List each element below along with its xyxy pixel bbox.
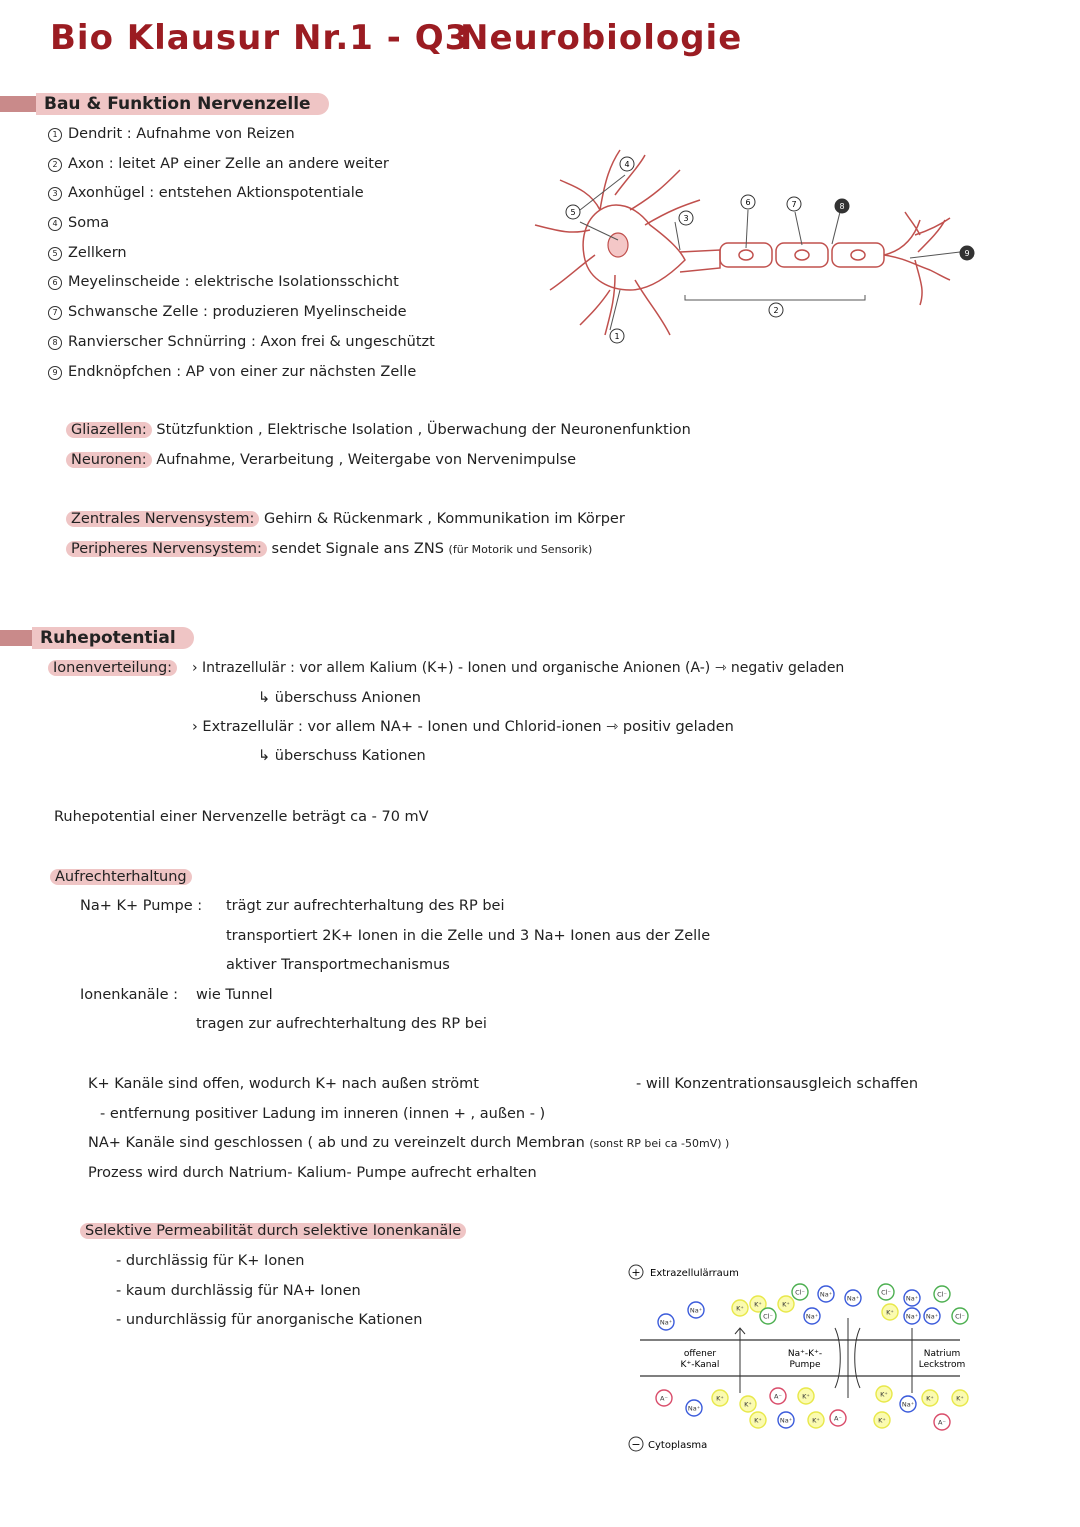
number-badge: 6 bbox=[48, 276, 62, 290]
ion-label: Na⁺ bbox=[905, 1312, 919, 1321]
list-item bbox=[48, 243, 435, 263]
topic-title: Neurobiologie bbox=[460, 18, 743, 58]
neuron-outline bbox=[535, 150, 950, 335]
aufrecht-heading bbox=[50, 867, 192, 887]
svg-text:3: 3 bbox=[683, 214, 689, 223]
glia-label: Gliazellen: bbox=[66, 422, 152, 438]
list-item bbox=[48, 362, 435, 382]
ion-label: K⁺ bbox=[802, 1392, 810, 1401]
ion-label: K⁺ bbox=[716, 1394, 724, 1403]
ion-label: Na⁺ bbox=[689, 1306, 703, 1315]
zns-line bbox=[66, 509, 625, 529]
rp-value: Ruhepotential einer Nervenzelle beträgt ca - 70 mV bbox=[54, 809, 429, 825]
pns-text: sendet Signale ans ZNS bbox=[266, 541, 444, 557]
leak-label: Natrium bbox=[923, 1349, 961, 1359]
list-item bbox=[48, 154, 435, 174]
permeab-item-1: - durchlässig für K+ Ionen bbox=[116, 1253, 305, 1269]
neuron-label: Neuronen: bbox=[66, 452, 152, 468]
glia-line bbox=[66, 420, 691, 440]
list-item bbox=[48, 183, 435, 203]
list-item-text: Schwansche Zelle : produzieren Myelinscheide bbox=[68, 304, 407, 321]
section-bar bbox=[0, 96, 40, 112]
pump-label: Na⁺-K⁺- bbox=[787, 1349, 823, 1359]
extra-sub: ↳ überschuss Kationen bbox=[258, 748, 426, 764]
pns-label: Peripheres Nervensystem: bbox=[66, 541, 267, 557]
neuron-line bbox=[66, 450, 576, 470]
list-item-text: Axonhügel : entstehen Aktionspotentiale bbox=[68, 185, 364, 202]
pumpe-line-2: transportiert 2K+ Ionen in die Zelle und 3 Na+ Ionen aus der Zelle bbox=[226, 928, 711, 944]
permeab-heading bbox=[80, 1221, 466, 1241]
extra-label: Extrazellulärraum bbox=[650, 1268, 739, 1279]
list-item-text: Dendrit : Aufnahme von Reizen bbox=[68, 126, 295, 142]
list-item bbox=[48, 302, 435, 322]
svg-text:+: + bbox=[631, 1266, 641, 1279]
number-badge: 9 bbox=[48, 366, 62, 380]
ion-label: A⁻ bbox=[660, 1394, 668, 1403]
kanaele-line-4: Prozess wird durch Natrium- Kalium- Pumpe aufrecht erhalten bbox=[88, 1165, 537, 1181]
list-item-text: Ranvierscher Schnürring : Axon frei & ungeschützt bbox=[68, 333, 435, 350]
ion-label: K⁺ bbox=[956, 1394, 964, 1403]
permeab-label: Selektive Permeabilität durch selektive Ionenkanäle bbox=[80, 1223, 466, 1239]
ion-label: K⁺ bbox=[812, 1416, 820, 1425]
k-channel-label: offener bbox=[683, 1349, 717, 1359]
ionenverteilung-label bbox=[48, 658, 177, 678]
pumpe-line-1: trägt zur aufrechterhaltung des RP bei bbox=[226, 898, 505, 914]
page-title: Bio Klausur Nr.1 - Q3 bbox=[50, 18, 470, 58]
kanaele-line-3-text: NA+ Kanäle sind geschlossen ( ab und zu vereinzelt durch Membran bbox=[88, 1135, 585, 1151]
ion-label: Na⁺ bbox=[659, 1318, 673, 1327]
svg-text:1: 1 bbox=[614, 332, 620, 341]
verteilung-label: Ionenverteilung: bbox=[48, 660, 177, 676]
ion-label: Na⁺ bbox=[905, 1294, 919, 1303]
number-badge: 3 bbox=[48, 187, 62, 201]
ion-label: Cl⁻ bbox=[955, 1312, 965, 1321]
svg-text:9: 9 bbox=[964, 249, 970, 258]
svg-text:Pumpe: Pumpe bbox=[789, 1360, 821, 1370]
list-item-text: Endknöpfchen : AP von einer zur nächsten Zelle bbox=[68, 363, 417, 380]
ion-label: K⁺ bbox=[880, 1390, 888, 1399]
kanaele-line-2: - entfernung positiver Ladung im inneren (innen + , außen - ) bbox=[100, 1106, 546, 1122]
kanaele-line-1: K+ Kanäle sind offen, wodurch K+ nach außen strömt bbox=[88, 1076, 479, 1092]
ion-label: Na⁺ bbox=[779, 1416, 793, 1425]
number-badge: 5 bbox=[48, 247, 62, 261]
kanal-line-2: tragen zur aufrechterhaltung des RP bei bbox=[196, 1016, 487, 1032]
ion-label: Na⁺ bbox=[925, 1312, 939, 1321]
permeab-item-2: - kaum durchlässig für NA+ Ionen bbox=[116, 1283, 361, 1299]
list-item bbox=[48, 124, 435, 144]
permeab-item-3: - undurchlässig für anorganische Kationen bbox=[116, 1312, 423, 1328]
svg-text:K⁺-Kanal: K⁺-Kanal bbox=[680, 1360, 720, 1370]
svg-text:6: 6 bbox=[745, 198, 751, 207]
number-badge: 2 bbox=[48, 158, 62, 172]
list-item bbox=[48, 213, 435, 233]
neuron-text: Aufnahme, Verarbeitung , Weitergabe von Nervenimpulse bbox=[151, 452, 577, 468]
ion-label: K⁺ bbox=[886, 1308, 894, 1317]
svg-text:8: 8 bbox=[839, 202, 845, 211]
number-badge: 7 bbox=[48, 306, 62, 320]
ion-label: Cl⁻ bbox=[937, 1290, 947, 1299]
ion-label: Na⁺ bbox=[901, 1400, 915, 1409]
intra-line: › Intrazellulär : vor allem Kalium (K+) - Ionen und organische Anionen (A-) ⇾ negativ geladen bbox=[192, 660, 845, 676]
svg-text:2: 2 bbox=[773, 306, 779, 315]
ion-label: Na⁺ bbox=[846, 1294, 860, 1303]
ion-label: Na⁺ bbox=[687, 1404, 701, 1413]
ion-label: A⁻ bbox=[774, 1392, 782, 1401]
svg-text:5: 5 bbox=[570, 208, 576, 217]
kanal-line-1: wie Tunnel bbox=[196, 987, 273, 1003]
ion-label: K⁺ bbox=[926, 1394, 934, 1403]
kanaele-line-1b: - will Konzentrationsausgleich schaffen bbox=[636, 1076, 919, 1092]
bau-list bbox=[48, 124, 435, 382]
svg-text:−: − bbox=[631, 1438, 641, 1451]
neuron-diagram bbox=[520, 140, 990, 360]
ion-label: K⁺ bbox=[782, 1300, 790, 1309]
ion-label: Cl⁻ bbox=[795, 1288, 805, 1297]
section-heading-ruhe: Ruhepotential bbox=[32, 627, 194, 649]
list-item-text: Zellkern bbox=[68, 244, 127, 261]
ion-label: Na⁺ bbox=[805, 1312, 819, 1321]
section-heading-bau: Bau & Funktion Nervenzelle bbox=[36, 93, 329, 115]
extra-line: › Extrazellulär : vor allem NA+ - Ionen und Chlorid-ionen ⇾ positiv geladen bbox=[192, 719, 734, 735]
pns-line bbox=[66, 539, 592, 560]
glia-text: Stützfunktion , Elektrische Isolation , Überwachung der Neuronenfunktion bbox=[151, 422, 691, 438]
ion-label: A⁻ bbox=[938, 1418, 946, 1427]
list-item-text: Axon : leitet AP einer Zelle an andere weiter bbox=[68, 155, 389, 172]
svg-text:Leckstrom: Leckstrom bbox=[918, 1360, 966, 1370]
svg-text:4: 4 bbox=[624, 160, 630, 169]
membrane-diagram bbox=[620, 1258, 980, 1458]
ion-label: A⁻ bbox=[834, 1414, 842, 1423]
kanaele-line-3 bbox=[88, 1133, 729, 1154]
list-item-text: Meyelinscheide : elektrische Isolationsschicht bbox=[68, 274, 399, 291]
ion-label: K⁺ bbox=[736, 1304, 744, 1313]
list-item-text: Soma bbox=[68, 215, 110, 232]
zns-label: Zentrales Nervensystem: bbox=[66, 511, 259, 527]
ion-label: Na⁺ bbox=[819, 1290, 833, 1299]
pumpe-label: Na+ K+ Pumpe : bbox=[80, 898, 203, 914]
number-badge: 8 bbox=[48, 336, 62, 350]
pumpe-line-3: aktiver Transportmechanismus bbox=[226, 957, 450, 973]
svg-text:7: 7 bbox=[791, 200, 797, 209]
pns-note: (für Motorik und Sensorik) bbox=[448, 543, 593, 556]
zns-text: Gehirn & Rückenmark , Kommunikation im Körper bbox=[259, 511, 625, 527]
ion-label: K⁺ bbox=[744, 1400, 752, 1409]
list-item bbox=[48, 272, 435, 292]
list-item bbox=[48, 332, 435, 352]
kanaele-line-3-note: (sonst RP bei ca -50mV) ) bbox=[589, 1137, 730, 1150]
ion-label: K⁺ bbox=[754, 1416, 762, 1425]
section-bar bbox=[0, 630, 36, 646]
number-badge: 4 bbox=[48, 217, 62, 231]
aufrecht-label: Aufrechterhaltung bbox=[50, 869, 192, 885]
ion-label: Cl⁻ bbox=[881, 1288, 891, 1297]
ion-label: K⁺ bbox=[878, 1416, 886, 1425]
number-badge: 1 bbox=[48, 128, 62, 142]
cyto-label: Cytoplasma bbox=[648, 1440, 708, 1451]
intra-sub: ↳ überschuss Anionen bbox=[258, 690, 421, 706]
kanal-label: Ionenkanäle : bbox=[80, 987, 178, 1003]
ion-label: Cl⁻ bbox=[763, 1312, 773, 1321]
ion-label: K⁺ bbox=[754, 1300, 762, 1309]
